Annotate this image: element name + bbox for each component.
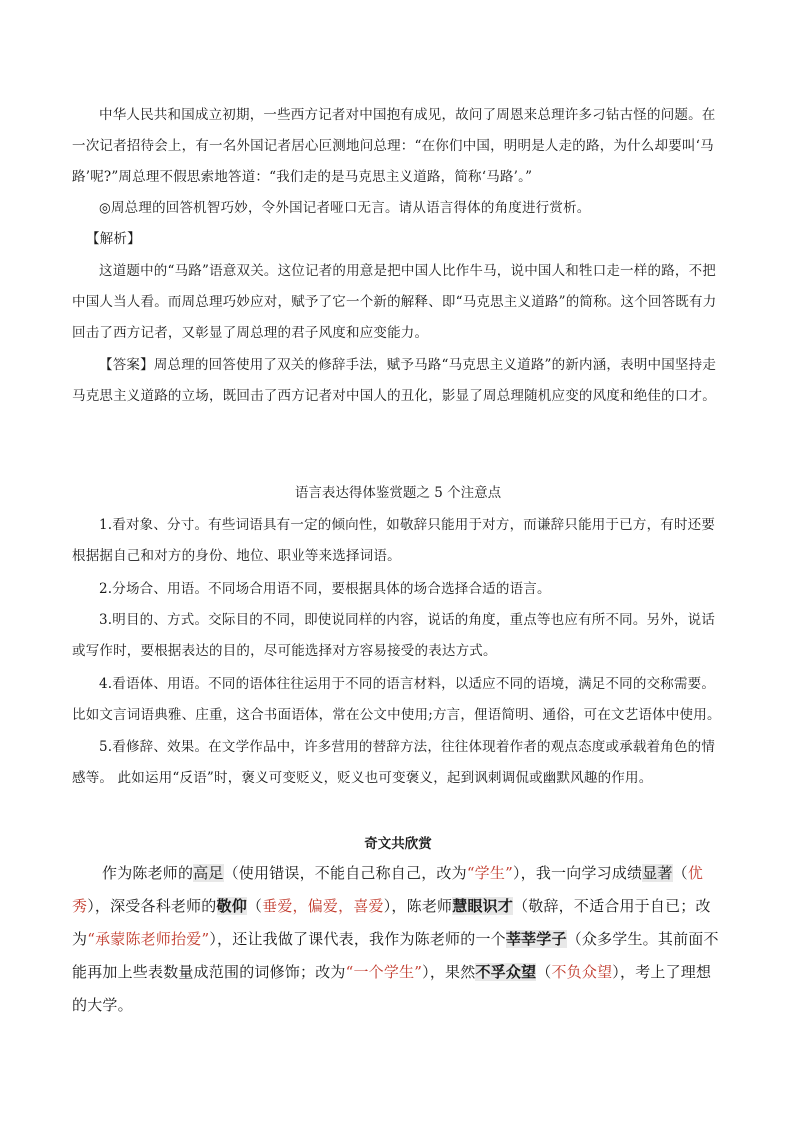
answer-text: 周总理的回答使用了双关的修辞手法，赋予马路“马克思主义道路”的新内涵，表明中国坚持走马克思主义道路的立场，既回击了西方记者对中国人的丑化，影显了周总理随机应变的风度和绝佳的口才。 (72, 357, 717, 404)
section-title-points: 语言表达得体鉴赏题之 5 个注意点 (294, 485, 502, 501)
correction-text: 优秀 (72, 864, 704, 915)
essay-text: ），深受各科老师的 (87, 897, 217, 915)
analysis-paragraph: 这道题中的“马路”语意双关。这位记者的用意是把中国人比作牛马，说中国人和牲口走一样的路，不把中国人当人看。而周总理巧妙应对，赋予了它一个新的解释、即“马克思主义道路”的简称。这个回答既有力回击了西方记者，又彰显了周总理的君子风度和应变能力。 (72, 263, 717, 341)
essay-paragraph (72, 857, 724, 1022)
correction-text: “一个学生” (345, 963, 423, 981)
answer-label: 【答案】 (99, 357, 154, 373)
answer-paragraph (72, 350, 724, 412)
misused-word: 高足 (193, 864, 224, 882)
misused-word: 莘莘学子 (505, 930, 567, 948)
section-title-essay: 奇文共欣赏 (364, 836, 432, 852)
misused-word: 敬仰 (216, 897, 247, 915)
misused-word: 慧眼识才 (452, 897, 514, 915)
correction-text: 不负众望 (551, 963, 613, 981)
question-paragraph: ◎周总理的回答机智巧妙，令外国记者哑口无言。请从语言得体的角度进行赏析。 (99, 200, 591, 216)
essay-text: ），我一向学习成绩 (512, 864, 643, 882)
essay-text: 作为陈老师的 (102, 864, 194, 882)
point-item: 4.看语体、用语。不同的语体往往运用于不同的语言材料，以适应不同的语境，满足不同的交称需要。比如文言词语典雅、庄重，这合书面语体，常在公文中使用;方言，俚语简明、通俗，可在文艺语体中使用。 (72, 676, 721, 723)
correction-text: “承蒙陈老师抬爱” (87, 930, 210, 948)
misused-word: 显著 (642, 864, 673, 882)
essay-text: （ (536, 963, 552, 981)
point-item: 1.看对象、分寸。有些词语具有一定的倾向性，如敬辞只能用于对方，而谦辞只能用于已方，有时还要根据据自己和对方的身份、地位、职业等来选择词语。 (72, 517, 716, 564)
essay-text: （ (246, 897, 263, 915)
essay-text: ），考上了理想的大学。 (72, 963, 712, 1014)
misused-word: 不孚众望 (475, 963, 537, 981)
essay-text: （敬辞，不适合用于自已；改为 (72, 897, 711, 948)
story-paragraph: 中华人民共和国成立初期，一些西方记者对中国抱有成见，故问了周恩来总理许多刁钻古怪的问题。在一次记者招待会上，有一名外国记者居心叵测地问总理：“在你们中国，明明是人走的路，为什么却要叫‘马路’呢?”周总理不假思索地答道：“我们走的是马克思主义道路，简称‘马路’。” (72, 107, 716, 185)
point-item: 2.分场合、用语。不同场合用语不同，要根据具体的场合选择合适的语言。 (99, 581, 551, 597)
analysis-label: 【解析】 (86, 231, 141, 247)
essay-text: （众多学生。其前面不能再加上些表数量成范围的词修饰；改为 (72, 930, 719, 981)
essay-text: ），果然 (422, 963, 476, 981)
correction-text: 垂爱，偏爱，喜爱 (262, 897, 384, 915)
point-item: 3.明目的、方式。交际目的不同，即使说同样的内容，说话的角度，重点等也应有所不同。另外，说话或写作时，要根据表达的目的，尽可能选择对方容易接受的表达方式。 (72, 612, 716, 659)
essay-text: ），陈老师 (383, 897, 453, 915)
essay-text: （使用错误，不能自己称自己，改为 (223, 864, 467, 882)
point-item: 5.看修辞、效果。在文学作品中，许多营用的替辞方法，往往体现着作者的观点态度或承载着角色的情感等。 此如运用“反语”时，褒义可变贬义，贬义也可变褒义，起到讽刺调侃或幽默风趣的作用。 (72, 739, 716, 786)
correction-text: “学生” (466, 864, 513, 882)
essay-text: （ (672, 864, 688, 882)
essay-text: ），还让我做了课代表，我作为陈老师的一个 (209, 930, 506, 948)
